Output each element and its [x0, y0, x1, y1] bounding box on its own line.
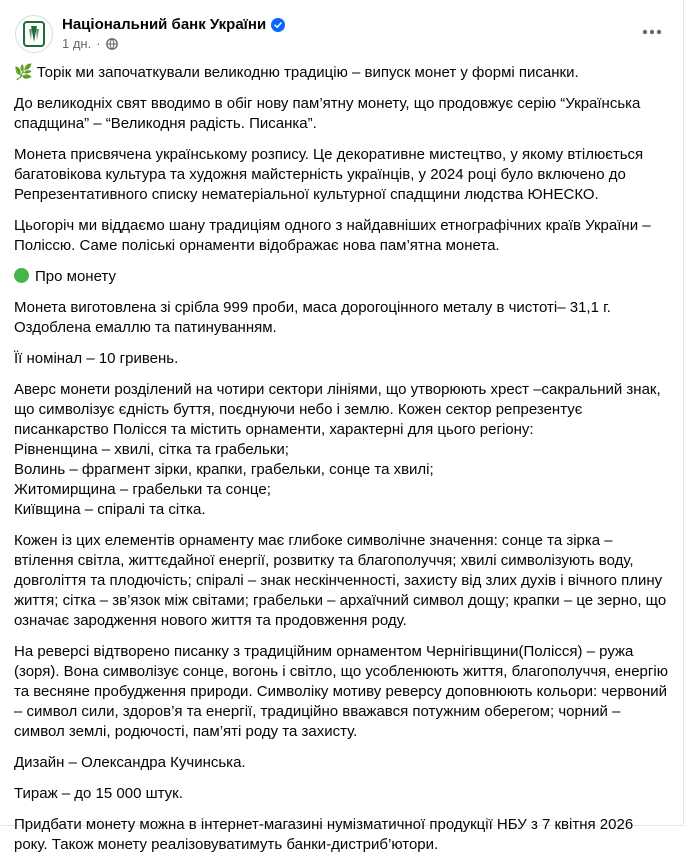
post-meta — [62, 36, 118, 51]
verified-badge-icon — [271, 18, 285, 32]
more-dots-icon — [642, 29, 662, 35]
post-text: Торік ми започаткували великодню традицію – випуск монет у формі писанки. — [36, 64, 579, 81]
post-paragraph: До великодніх свят вводимо в обіг нову пам’ятну монету, що продовжує серію “Українська спадщина” – “Великодня радість. Писанка”. — [14, 95, 641, 132]
post-paragraph: Кожен із цих елементів орнаменту має глибоке символічне значення: сонце та зірка – втілення світла, життєдайної енергії, розвитку та благополуччя; хвилі символізують воду, довголіття та плодючість; спіралі – знак нескінченності, захисту від злих духів і вічного плину життя; сітка – зв’язок між світами; грабельки – архаїчний символ дощу; крапки – це зерно, що означає зародження нового життя та продовження роду. — [14, 532, 667, 629]
post-paragraph: На реверсі відтворено писанку з традиційним орнаментом Чернігівщини(Полісся) – ружа (зоря). Вона символізує сонце, вогонь і світло, що усобленюють життя, благополуччя, енергію та весняне пробудження природи. Символіку мотиву реверсу доповнюють кольори: червоний – символ сили, здоров’я та енергії, традиційно вважався потужним оберегом; чорний – символ землі, родючості, пам’яті роду та захисту. — [14, 643, 668, 740]
post-paragraph: Тираж – до 15 000 штук. — [14, 785, 183, 802]
more-options-button[interactable] — [634, 18, 670, 46]
post-paragraph: Її номінал – 10 гривень. — [14, 350, 179, 367]
meta-separator: · — [96, 36, 101, 51]
post-paragraph: Монета присвячена українському розпису. Це декоративне мистецтво, у якому втілюється багатовікова культура та художня майстерність українців, у 2024 році було включено до Репрезентативного списку нематеріальної культурної спадщини людства ЮНЕСКО. — [14, 146, 644, 203]
post-paragraph-intro — [14, 63, 670, 83]
region-line: Київщина – спіралі та сітка. — [14, 501, 206, 518]
post-paragraph-regions — [14, 380, 670, 520]
post-text: Аверс монети розділений на чотири сектори лініями, що утворюють хрест –сакральний знак, що символізує єдність буття, поєднуючи небо і землю. Кожен сектор репрезентує писанкарство Полісся та містить орнаменти, характерні для цього регіону: — [14, 381, 661, 438]
herb-emoji-icon: 🌿 — [14, 64, 33, 81]
region-line: Волинь – фрагмент зірки, крапки, грабельки, сонце та хвилі; — [14, 461, 434, 478]
region-line: Житомирщина – грабельки та сонце; — [14, 481, 271, 498]
nbu-logo-icon — [22, 20, 46, 48]
post-paragraph: Монета виготовлена зі срібла 999 проби, маса дорогоцінного металу в чистоті– 31,1 г. Оздоблена емаллю та патинуванням. — [14, 299, 611, 336]
post-body — [14, 63, 670, 866]
post-paragraph: Цьогоріч ми віддаємо шану традиціям одного з найдавніших етнографічних країв України – Полісcю. Саме поліські орнаменти відображає нова пам’ятна монета. — [14, 217, 651, 254]
post-header — [0, 0, 684, 62]
post-timestamp[interactable]: 1 дн. — [62, 36, 92, 51]
about-coin-heading — [14, 267, 670, 287]
region-line: Рівненщина – хвилі, сітка та грабельки; — [14, 441, 289, 458]
page-name-row — [62, 16, 285, 33]
page-name-link[interactable]: Національний банк України — [62, 16, 267, 33]
about-coin-label: Про монету — [35, 268, 116, 285]
page-avatar[interactable] — [15, 15, 53, 53]
post-paragraph: Придбати монету можна в інтернет-магазині нумізматичної продукції НБУ з 7 квітня 2026 року. Також монету реалізовуватимуть банки-дистриб’ютори. — [14, 816, 634, 853]
globe-icon[interactable] — [106, 38, 118, 50]
post-paragraph: Дизайн – Олександра Кучинська. — [14, 754, 246, 771]
green-circle-icon — [14, 268, 29, 283]
